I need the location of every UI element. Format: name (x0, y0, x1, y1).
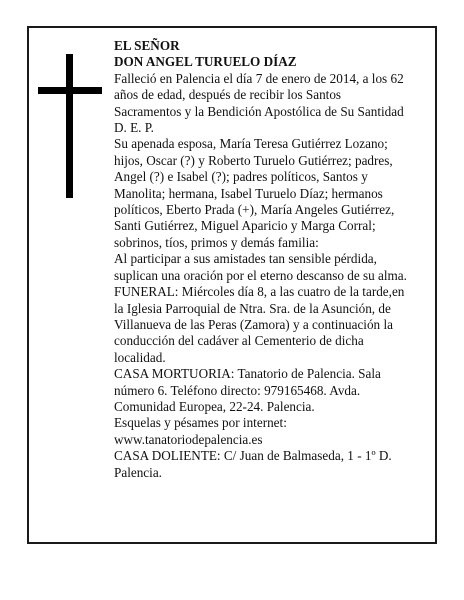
family-line: políticos, Eberto Prada (+), María Angeles Gutiérrez, (114, 202, 395, 218)
funeral-line: conducción del cadáver al Cementerio de dicha (114, 333, 364, 349)
request-line: suplican una oración por el eterno descanso de su alma. (114, 267, 407, 283)
cross-horizontal-bar (38, 87, 102, 94)
mortuary-line: CASA MORTUORIA: Tanatorio de Palencia. Sala (114, 366, 381, 382)
obituary-text (114, 38, 432, 481)
family-line: sobrinos, tíos, primos y demás familia: (114, 234, 319, 250)
request-line: Al participar a sus amistades tan sensible pérdida, (114, 251, 377, 267)
funeral-line: localidad. (114, 349, 166, 365)
mortuary-line: Comunidad Europea, 22-24. Palencia. (114, 398, 315, 414)
funeral-line: Villanueva de las Peras (Zamora) y a continuación la (114, 316, 393, 332)
mourning-house-line: Palencia. (114, 464, 162, 480)
death-announcement-line: Sacramentos y la Bendición Apostólica de Su Santidad (114, 103, 404, 119)
mourning-house-line: CASA DOLIENTE: C/ Juan de Balmaseda, 1 - 1º D. (114, 448, 392, 464)
rip-line: D. E. P. (114, 120, 154, 136)
family-line: Manolita; hermana, Isabel Turuelo Díaz; hermanos (114, 185, 383, 201)
funeral-line: la Iglesia Parroquial de Ntra. Sra. de la Asunción, de (114, 300, 391, 316)
family-line: Santi Gutiérrez, Miguel Aparicio y Marga Corral; (114, 218, 376, 234)
death-announcement-line: años de edad, después de recibir los Santos (114, 87, 342, 103)
funeral-line: FUNERAL: Miércoles día 8, a las cuatro de la tarde,en (114, 284, 405, 300)
family-line: Su apenada esposa, María Teresa Gutiérrez Lozano; (114, 136, 388, 152)
death-announcement-line: Falleció en Palencia el día 7 de enero de 2014, a los 62 (114, 70, 404, 86)
family-line: hijos, Oscar (?) y Roberto Turuelo Gutiérrez; padres, (114, 152, 393, 168)
mortuary-line: número 6. Teléfono directo: 979165468. Avda. (114, 382, 361, 398)
title-line-2: DON ANGEL TURUELO DÍAZ (114, 54, 297, 70)
cross-vertical-bar (66, 54, 73, 198)
title-line-1: EL SEÑOR (114, 38, 180, 53)
website-link[interactable]: www.tanatoriodepalencia.es (114, 431, 263, 447)
internet-line: Esquelas y pésames por internet: (114, 415, 287, 431)
family-line: Angel (?) e Isabel (?); padres políticos, Santos y (114, 169, 368, 185)
cross-icon (38, 54, 102, 198)
